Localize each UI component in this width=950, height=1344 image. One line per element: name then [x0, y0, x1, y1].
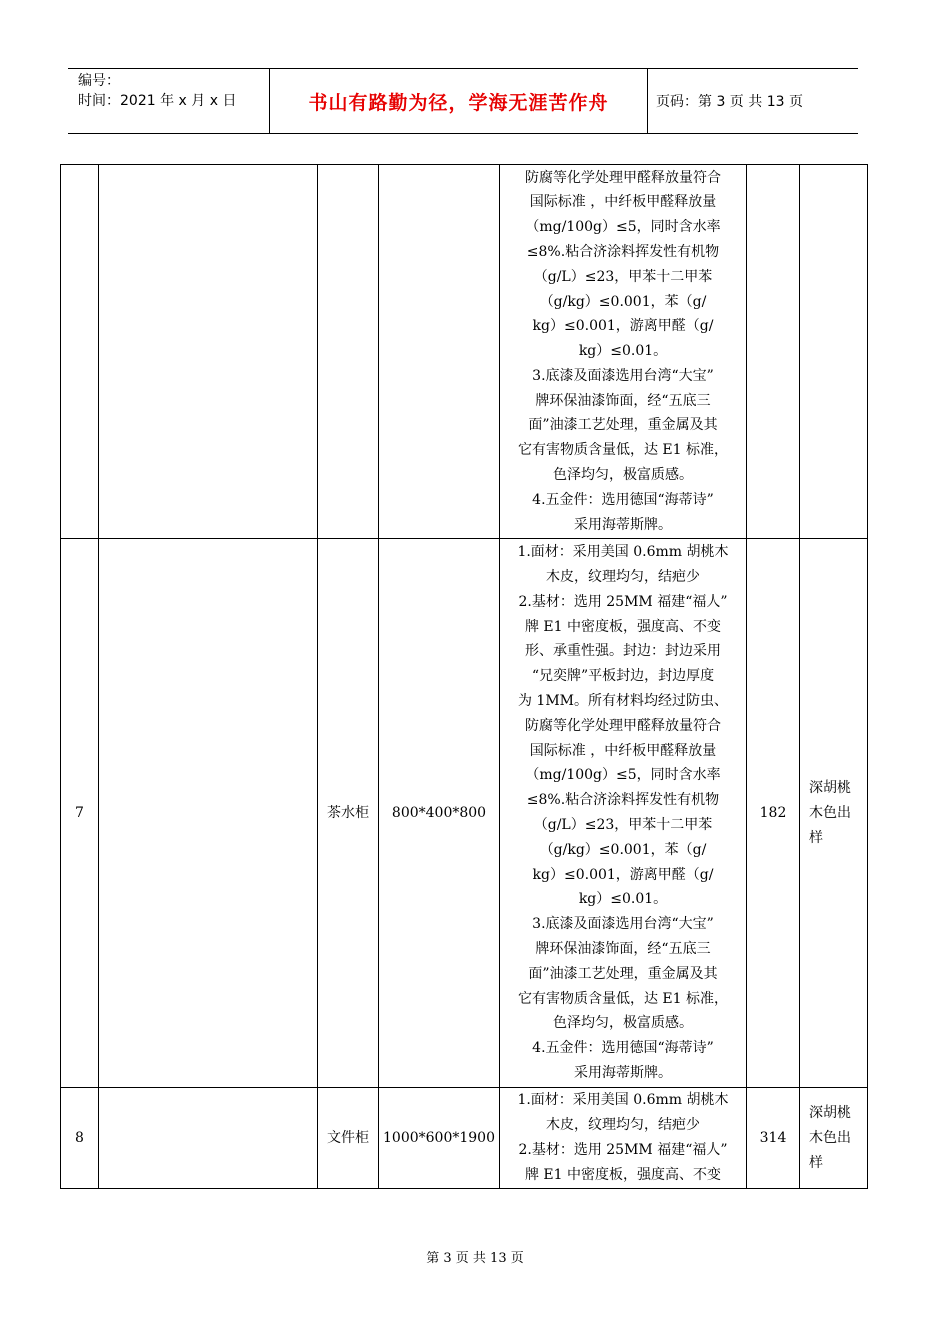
description-line: （g/kg）≤0.001，苯（g/ [539, 293, 707, 310]
document-time-label: 时间：2021 年 x 月 x 日 [78, 93, 237, 109]
product-description [500, 539, 747, 1088]
description-line: 防腐等化学处理甲醛释放量符合 [525, 717, 721, 734]
header-motto: 书山有路勤为径，学海无涯苦作舟 [270, 69, 648, 133]
description-line: 牌环保油漆饰面，经“五底三 [535, 940, 711, 957]
description-line: 木皮，纹理均匀，结疤少 [546, 569, 700, 586]
description-line: kg）≤0.001，游离甲醛（g/ [532, 318, 714, 335]
product-size [379, 165, 500, 539]
description-line: 3.底漆及面漆选用台湾“大宝” [532, 916, 714, 933]
description-line: 牌 E1 中密度板，强度高、不变 [524, 618, 722, 635]
description-line: 采用海蒂斯牌。 [574, 516, 672, 533]
description-line: 面”油漆工艺处理，重金属及其 [528, 965, 718, 982]
product-quantity: 314 [747, 1088, 800, 1189]
product-description [500, 1088, 747, 1189]
description-line: 国际标准 ，中纤板甲醛释放量 [529, 742, 717, 759]
description-line: 国际标准 ，中纤板甲醛释放量 [529, 194, 717, 211]
product-quantity: 182 [747, 539, 800, 1088]
product-color: 深胡桃木色出样 [800, 1088, 868, 1189]
description-line: ≤8%.粘合济涂料挥发性有机物 [526, 243, 720, 260]
description-line: （mg/100g）≤5，同时含水率 [525, 767, 721, 784]
description-line: kg）≤0.01。 [578, 891, 668, 908]
description-line: 采用海蒂斯牌。 [574, 1064, 672, 1081]
product-name: 文件柜 [318, 1088, 379, 1189]
row-index: 8 [61, 1088, 99, 1189]
product-color: 深胡桃木色出样 [800, 539, 868, 1088]
description-line: 牌 E1 中密度板，强度高、不变 [524, 1166, 722, 1183]
page-footer: 第 3 页 共 13 页 [426, 1251, 524, 1266]
description-line: 1.面材：采用美国 0.6mm 胡桃木 [517, 1092, 729, 1109]
product-name: 茶水柜 [318, 539, 379, 1088]
description-line: 色泽均匀，极富质感。 [553, 467, 693, 484]
table-row [61, 1088, 868, 1189]
product-name [318, 165, 379, 539]
row-index: 7 [61, 539, 99, 1088]
description-line: （mg/100g）≤5，同时含水率 [525, 219, 721, 236]
product-description [500, 165, 747, 539]
header-page-number: 页码：第 3 页 共 13 页 [656, 94, 803, 110]
description-line: 色泽均匀，极富质感。 [553, 1015, 693, 1032]
document-number-label: 编号： [78, 73, 120, 89]
description-line: kg）≤0.01。 [578, 343, 668, 360]
description-line: kg）≤0.001，游离甲醛（g/ [532, 866, 714, 883]
description-line: 面”油漆工艺处理，重金属及其 [528, 417, 718, 434]
table-row [61, 539, 868, 1088]
product-color [800, 165, 868, 539]
description-line: 木皮，纹理均匀，结疤少 [546, 1117, 700, 1134]
table-row [61, 165, 868, 539]
product-image-cell [99, 1088, 318, 1189]
product-size: 800*400*800 [379, 539, 500, 1088]
product-image-cell [99, 165, 318, 539]
description-line: 它有害物质含量低，达 E1 标准， [517, 990, 729, 1007]
description-line: ≤8%.粘合济涂料挥发性有机物 [526, 792, 720, 809]
description-line: （g/L）≤23，甲苯十二甲苯 [533, 817, 713, 833]
description-line: 4.五金件：选用德国“海蒂诗” [532, 491, 714, 508]
description-line: 形、承重性强。封边：封边采用 [525, 643, 721, 660]
description-line: 牌环保油漆饰面，经“五底三 [535, 392, 711, 409]
description-line: 1.面材：采用美国 0.6mm 胡桃木 [517, 544, 729, 561]
description-line: （g/L）≤23，甲苯十二甲苯 [533, 268, 713, 285]
description-line: （g/kg）≤0.001，苯（g/ [539, 841, 707, 858]
product-image-cell [99, 539, 318, 1088]
description-line: 它有害物质含量低，达 E1 标准， [517, 442, 729, 459]
row-index [61, 165, 99, 539]
product-quantity [747, 165, 800, 539]
header-meta [68, 69, 270, 133]
furniture-spec-table [60, 164, 868, 1189]
description-line: 2.基材：选用 25MM 福建“福人” [518, 593, 728, 610]
page-header [68, 68, 858, 134]
description-line: 3.底漆及面漆选用台湾“大宝” [532, 367, 714, 384]
product-size: 1000*600*1900 [379, 1088, 500, 1189]
description-line: “兄奕牌”平板封边，封边厚度 [531, 668, 715, 685]
description-line: 2.基材：选用 25MM 福建“福人” [518, 1142, 728, 1158]
description-line: 4.五金件：选用德国“海蒂诗” [532, 1040, 714, 1057]
description-line: 防腐等化学处理甲醛释放量符合 [525, 169, 721, 186]
description-line: 为 1MM。所有材料均经过防虫、 [517, 693, 729, 710]
